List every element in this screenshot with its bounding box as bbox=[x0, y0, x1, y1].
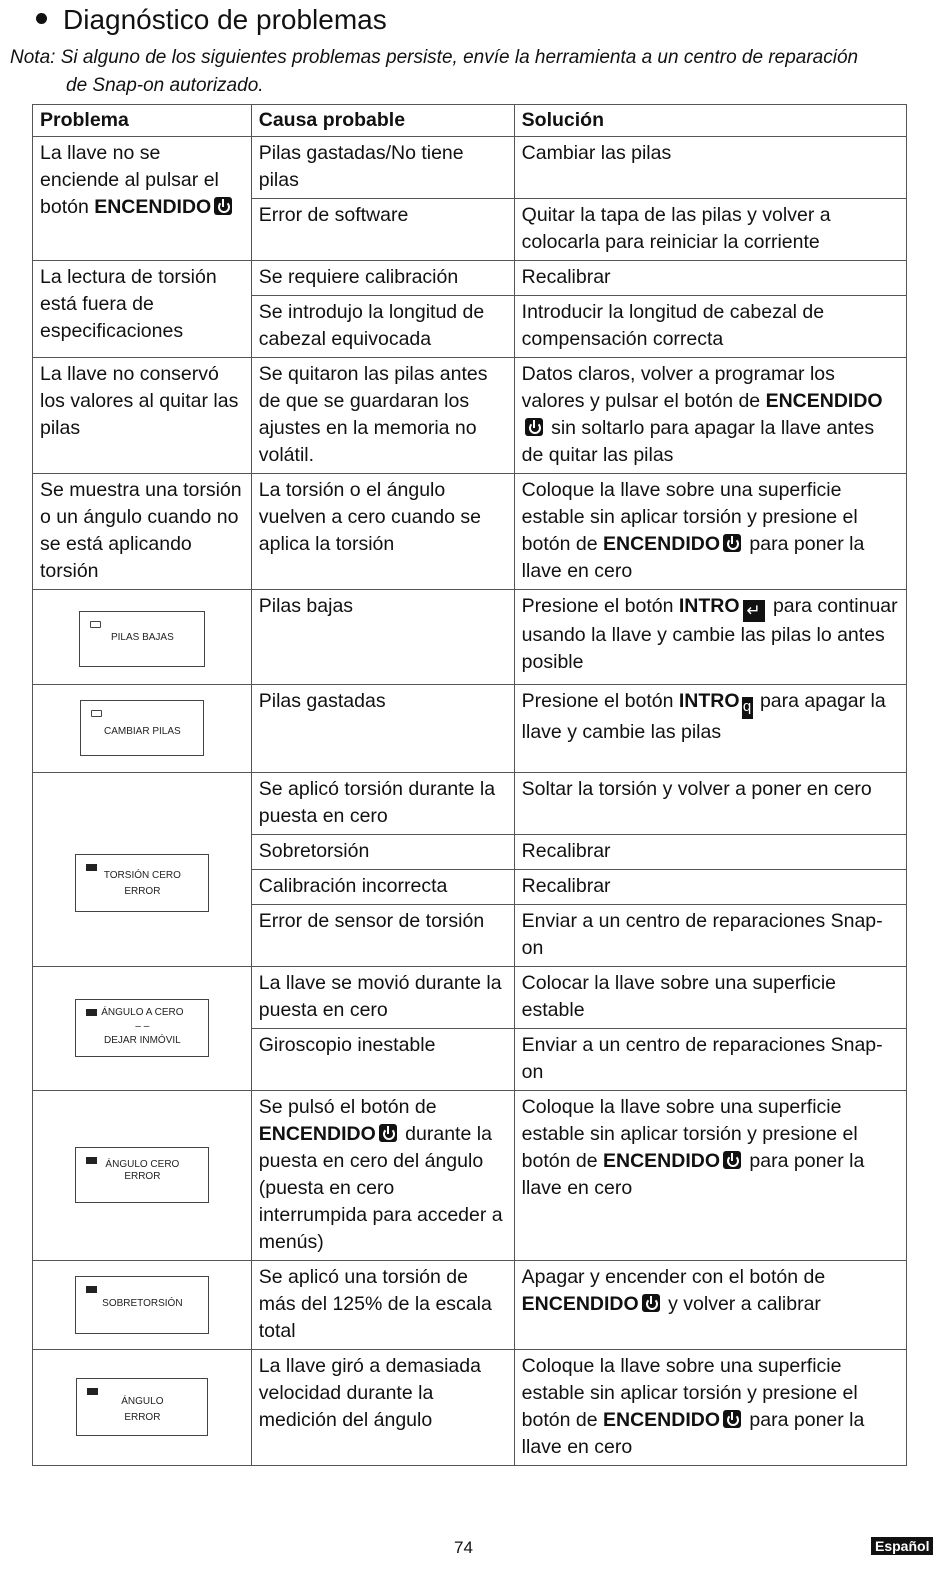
solution-cell: Recalibrar bbox=[514, 870, 906, 905]
power-icon bbox=[723, 1151, 741, 1169]
display-screen-torsion-cero-error: TORSIÓN CERO ERROR bbox=[75, 854, 209, 912]
display-screen-angulo-error: ÁNGULO ERROR bbox=[76, 1378, 208, 1436]
problem-cell bbox=[33, 1350, 252, 1466]
display-screen-cambiar-pilas: CAMBIAR PILAS bbox=[80, 700, 204, 756]
problem-cell bbox=[33, 1261, 252, 1350]
table-row bbox=[33, 474, 907, 590]
solution-cell: Introducir la longitud de cabezal de compensación correcta bbox=[514, 296, 906, 358]
cause-cell: Sobretorsión bbox=[251, 835, 514, 870]
table-row bbox=[33, 590, 907, 685]
problem-cell bbox=[33, 685, 252, 773]
header-cause: Causa probable bbox=[251, 105, 514, 137]
header-solution: Solución bbox=[514, 105, 906, 137]
power-icon bbox=[642, 1294, 660, 1312]
cause-cell: La llave se movió durante la puesta en cero bbox=[251, 967, 514, 1029]
table-header-row bbox=[33, 105, 907, 137]
problem-cell: La lectura de torsión está fuera de especificaciones bbox=[33, 261, 252, 358]
table-row bbox=[33, 685, 907, 773]
power-icon bbox=[379, 1124, 397, 1142]
cause-cell: La torsión o el ángulo vuelven a cero cuando se aplica la torsión bbox=[251, 474, 514, 590]
cause-cell: Pilas gastadas bbox=[251, 685, 514, 773]
note-line-2: de Snap-on autorizado. bbox=[66, 75, 264, 96]
problem-cell bbox=[33, 590, 252, 685]
solution-cell: Apagar y encender con el botón de ENCENDIDO y volver a calibrar bbox=[514, 1261, 906, 1350]
solution-cell: Datos claros, volver a programar los valores y pulsar el botón de ENCENDIDO sin soltarlo para apagar la llave antes de quitar las pilas bbox=[514, 358, 906, 474]
cause-cell: Error de sensor de torsión bbox=[251, 905, 514, 967]
table-row bbox=[33, 1091, 907, 1261]
cause-cell: Se pulsó el botón de ENCENDIDO durante la puesta en cero del ángulo (puesta en cero interrumpida para acceder a menús) bbox=[251, 1091, 514, 1261]
cause-cell: Se quitaron las pilas antes de que se guardaran los ajustes en la memoria no volátil. bbox=[251, 358, 514, 474]
cause-cell: Se aplicó una torsión de más del 125% de la escala total bbox=[251, 1261, 514, 1350]
table-row bbox=[33, 137, 907, 199]
cause-cell: Error de software bbox=[251, 199, 514, 261]
problem-cell: Se muestra una torsión o un ángulo cuando no se está aplicando torsión bbox=[33, 474, 252, 590]
solution-cell: Coloque la llave sobre una superficie estable sin aplicar torsión y presione el botón de ENCENDIDO para poner la llave en cero bbox=[514, 474, 906, 590]
solution-cell: Recalibrar bbox=[514, 261, 906, 296]
page-number: 74 bbox=[454, 1538, 473, 1557]
solution-cell: Presione el botón INTRO ↵ para continuar usando la llave y cambie las pilas lo antes posible bbox=[514, 590, 906, 685]
display-screen-sobretorsion: SOBRETORSIÓN bbox=[75, 1276, 209, 1334]
header-problem: Problema bbox=[33, 105, 252, 137]
cause-cell: Calibración incorrecta bbox=[251, 870, 514, 905]
solution-cell: Cambiar las pilas bbox=[514, 137, 906, 199]
solution-cell: Recalibrar bbox=[514, 835, 906, 870]
cause-cell: Se aplicó torsión durante la puesta en cero bbox=[251, 773, 514, 835]
cause-cell: Pilas bajas bbox=[251, 590, 514, 685]
problem-cell bbox=[33, 773, 252, 967]
battery-full-icon bbox=[87, 1388, 98, 1395]
power-icon bbox=[723, 1410, 741, 1428]
troubleshooting-table bbox=[32, 104, 907, 1466]
table-row bbox=[33, 1350, 907, 1466]
cause-cell: Se introdujo la longitud de cabezal equivocada bbox=[251, 296, 514, 358]
battery-full-icon bbox=[86, 1286, 97, 1293]
table-row bbox=[33, 358, 907, 474]
note-line-1: Nota: Si alguno de los siguientes problemas persiste, envíe la herramienta a un centro de reparación bbox=[10, 47, 859, 68]
display-screen-angulo-a-cero: ÁNGULO A CERO – – DEJAR INMÓVIL bbox=[75, 999, 209, 1057]
cause-cell: Se requiere calibración bbox=[251, 261, 514, 296]
problem-cell bbox=[33, 1091, 252, 1261]
solution-cell: Coloque la llave sobre una superficie estable sin aplicar torsión y presione el botón de ENCENDIDO para poner la llave en cero bbox=[514, 1091, 906, 1261]
language-badge: Español bbox=[871, 1537, 933, 1555]
bullet-icon bbox=[36, 13, 47, 24]
table-row bbox=[33, 1261, 907, 1350]
enter-icon: ↵ bbox=[743, 600, 765, 622]
section-heading: Diagnóstico de problemas bbox=[36, 4, 387, 36]
table-row bbox=[33, 967, 907, 1029]
cause-cell: Giroscopio inestable bbox=[251, 1029, 514, 1091]
power-icon bbox=[723, 534, 741, 552]
battery-empty-icon bbox=[91, 710, 102, 717]
enter-icon: q bbox=[742, 697, 753, 719]
solution-cell: Presione el botón INTRO q para apagar la llave y cambie las pilas bbox=[514, 685, 906, 773]
solution-cell: Enviar a un centro de reparaciones Snap-on bbox=[514, 1029, 906, 1091]
solution-cell: Quitar la tapa de las pilas y volver a colocarla para reiniciar la corriente bbox=[514, 199, 906, 261]
display-screen-pilas-bajas: PILAS BAJAS bbox=[79, 611, 205, 667]
problem-cell bbox=[33, 967, 252, 1091]
problem-cell: La llave no se enciende al pulsar el botón ENCENDIDO bbox=[33, 137, 252, 261]
solution-cell: Soltar la torsión y volver a poner en cero bbox=[514, 773, 906, 835]
cause-cell: La llave giró a demasiada velocidad durante la medición del ángulo bbox=[251, 1350, 514, 1466]
table-row bbox=[33, 773, 907, 835]
power-icon bbox=[525, 418, 543, 436]
problem-cell: La llave no conservó los valores al quitar las pilas bbox=[33, 358, 252, 474]
table-row bbox=[33, 261, 907, 296]
power-icon bbox=[214, 197, 232, 215]
battery-empty-icon bbox=[90, 621, 101, 628]
solution-cell: Colocar la llave sobre una superficie estable bbox=[514, 967, 906, 1029]
display-screen-angulo-cero-error: ÁNGULO CERO ERROR bbox=[75, 1147, 209, 1203]
solution-cell: Enviar a un centro de reparaciones Snap-on bbox=[514, 905, 906, 967]
note bbox=[10, 44, 930, 100]
cause-cell: Pilas gastadas/No tiene pilas bbox=[251, 137, 514, 199]
solution-cell: Coloque la llave sobre una superficie estable sin aplicar torsión y presione el botón de ENCENDIDO para poner la llave en cero bbox=[514, 1350, 906, 1466]
